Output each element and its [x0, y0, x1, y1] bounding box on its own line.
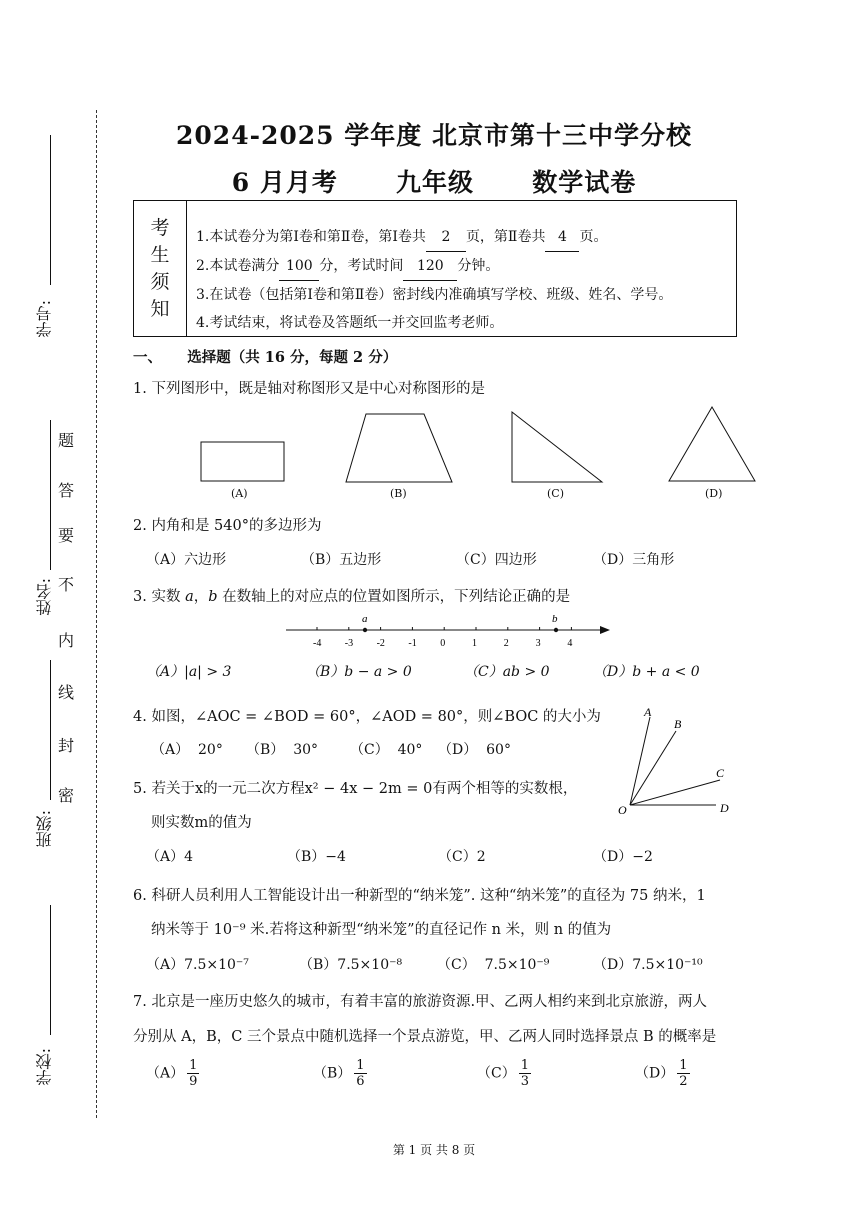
exam-title-line2: 6 月月考 九年级 数学试卷: [231, 168, 637, 197]
notice-line-2: 2.本试卷满分 100 分，考试时间 120 分钟。: [196, 252, 672, 281]
seal-char-2: 答: [58, 481, 75, 500]
notice-line-4: 4.考试结束，将试卷及答题纸一并交回监考老师。: [196, 315, 504, 331]
q6-line-2: 纳米等于 10⁻⁹ 米.若将这种新型“纳米笼”的直径记作 n 米，则 n 的值为: [151, 922, 612, 938]
q2-option-b: （B）五边形: [301, 552, 382, 568]
q3-option-d: （D）b + a < 0: [593, 664, 700, 680]
point-D-label: D: [720, 801, 729, 815]
q4-angle-figure: [610, 700, 750, 820]
q7-option-c: （C） $\frac{1}{3}$: [477, 1058, 529, 1089]
seal-char-1: 题: [58, 431, 75, 450]
number-line: [280, 610, 620, 652]
q7-option-a: （A） $\frac{1}{9}$: [146, 1058, 198, 1089]
notice-line-3: 3.在试卷（包括第Ⅰ卷和第Ⅱ卷）密封线内准确填写学校、班级、姓名、学号。: [196, 287, 673, 303]
q1-label-a: (A): [231, 487, 248, 500]
q3-stem: 3. 实数 a，b 在数轴上的对应点的位置如图所示，下列结论正确的是: [133, 589, 571, 605]
q2-option-d: （D）三角形: [593, 552, 675, 568]
q6-option-c: （C） 7.5×10⁻⁹: [437, 957, 550, 973]
q4-option-d: （D） 60°: [438, 742, 511, 758]
point-a-label: a: [362, 613, 368, 625]
seal-char-7: 封: [58, 736, 75, 755]
q5-option-c: （C）2: [438, 849, 486, 865]
school-line: [50, 905, 51, 1035]
q4-option-c: （C） 40°: [350, 742, 423, 758]
point-O-label: O: [618, 803, 627, 817]
q3-option-a: （A）|a| > 3: [146, 664, 232, 680]
tick-label: -3: [344, 638, 354, 649]
tick-label: 1: [472, 638, 477, 649]
tick-label: 2: [503, 638, 509, 649]
q7-line-1: 7. 北京是一座历史悠久的城市，有着丰富的旅游资源.甲、乙两人相约来到北京旅游，两人: [133, 994, 708, 1010]
tick-label: -4: [313, 638, 322, 649]
student-id-label: 学号:: [35, 300, 54, 338]
rectangle-shape: [201, 442, 284, 481]
seal-char-6: 线: [58, 683, 75, 702]
q3-option-b: （B）b − a > 0: [306, 664, 412, 680]
tick-label: -1: [408, 638, 417, 649]
q1-label-b: (B): [390, 487, 407, 500]
point-b: [554, 628, 558, 632]
q1-stem: 1. 下列图形中，既是轴对称图形又是中心对称图形的是: [133, 381, 485, 397]
q1-figures: [190, 400, 770, 490]
q7-option-d: （D） $\frac{1}{2}$: [635, 1058, 688, 1089]
q5-stem: 5. 若关于x的一元二次方程x² − 4x − 2m = 0有两个相等的实数根，: [133, 781, 578, 797]
notice-label: 考 生 须 知: [134, 201, 187, 336]
tick-label: 3: [535, 638, 541, 649]
class-line: [50, 660, 51, 800]
seal-char-5: 内: [58, 631, 75, 650]
q6-option-d: （D）7.5×10⁻¹⁰: [593, 957, 703, 973]
q5-option-b: （B）−4: [287, 849, 346, 865]
class-label: 班级:: [35, 810, 54, 848]
point-b-label: b: [552, 613, 558, 625]
name-label: 姓名:: [35, 578, 54, 616]
tick-label: 4: [567, 638, 573, 649]
q5-stem-2: 则实数m的值为: [151, 815, 252, 831]
notice-lines: [196, 223, 672, 337]
point-A-label: A: [644, 705, 652, 719]
point-a: [363, 628, 367, 632]
q1-label-d: (D): [705, 487, 723, 500]
q4-stem: 4. 如图，∠AOC = ∠BOD = 60°，∠AOD = 80°，则∠BOC 的大小为: [133, 709, 601, 725]
seal-dashed-line: [96, 110, 97, 1118]
q6-option-b: （B）7.5×10⁻⁸: [299, 957, 403, 973]
student-id-line: [50, 135, 51, 285]
q3-option-c: （C）ab > 0: [464, 664, 550, 680]
tick-label: -2: [376, 638, 385, 649]
exam-title-line1: 2024-2025 学年度 北京市第十三中学分校: [176, 121, 692, 150]
page-footer: 第 1 页 共 8 页: [392, 1143, 476, 1157]
seal-char-8: 密: [58, 786, 75, 805]
q4-option-b: （B） 30°: [246, 742, 319, 758]
q1-label-c: (C): [547, 487, 564, 500]
q6-line-1: 6. 科研人员利用人工智能设计出一种新型的“纳米笼”. 这种“纳米笼”的直径为 75 纳米，1: [133, 888, 706, 904]
trapezoid-shape: [346, 414, 452, 482]
notice-line-1: 1.本试卷分为第Ⅰ卷和第Ⅱ卷，第Ⅰ卷共 2 页，第Ⅱ卷共 4 页。: [196, 223, 672, 252]
q7-line-2: 分别从 A，B，C 三个景点中随机选择一个景点游览，甲、乙两人同时选择景点 B 的概率是: [133, 1029, 717, 1045]
name-line: [50, 420, 51, 570]
seal-char-3: 要: [58, 526, 75, 545]
q2-stem: 2. 内角和是 540°的多边形为: [133, 518, 322, 534]
q5-option-d: （D）−2: [593, 849, 653, 865]
tick-label: 0: [440, 638, 446, 649]
seal-char-4: 不: [58, 575, 75, 594]
q2-option-c: （C）四边形: [456, 552, 537, 568]
point-C-label: C: [716, 766, 725, 780]
q2-option-a: （A）六边形: [146, 552, 227, 568]
point-B-label: B: [674, 717, 682, 731]
right-triangle-shape: [512, 412, 602, 482]
q6-option-a: （A）7.5×10⁻⁷: [146, 957, 249, 973]
exam-notice-box: [133, 200, 737, 337]
section-heading: 一、 选择题（共 16 分，每题 2 分）: [133, 349, 398, 366]
q5-option-a: （A）4: [146, 849, 194, 865]
equilateral-triangle-shape: [669, 407, 755, 481]
q7-option-b: （B） $\frac{1}{6}$: [313, 1058, 365, 1089]
school-label: 学校:: [35, 1048, 54, 1086]
q4-option-a: （A） 20°: [151, 742, 223, 758]
